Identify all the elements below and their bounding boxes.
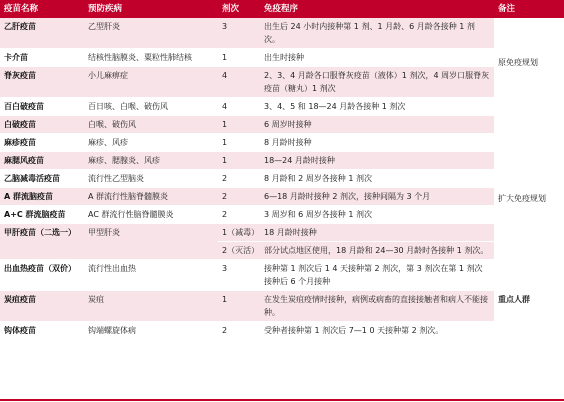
table-row <box>0 206 564 224</box>
vaccine-name: 白破疫苗 <box>0 116 84 134</box>
vaccine-name: A 群流脑疫苗 <box>0 188 84 206</box>
doses: 2 <box>218 206 260 224</box>
note-key-groups: 重点人群 <box>498 295 530 304</box>
doses: 1 <box>218 152 260 170</box>
table-header-row <box>0 0 564 18</box>
schedule: 8 月龄时接种 <box>260 134 494 152</box>
bottom-rule <box>0 399 564 401</box>
disease: AC 群流行性脑脊髓膜炎 <box>84 206 218 224</box>
table-row <box>0 67 564 98</box>
schedule: 18—24 月龄时接种 <box>260 152 494 170</box>
note-cell-original <box>494 18 564 188</box>
doses: 3 <box>218 18 260 49</box>
vaccine-name: 脊灰疫苗 <box>0 67 84 98</box>
schedule: 在发生炭疽疫情时接种，病例或病畜的直接接触者和病人不能接种。 <box>260 291 494 322</box>
table-row <box>0 170 564 188</box>
header-doses: 剂次 <box>218 0 260 18</box>
disease: 炭疽 <box>84 291 218 322</box>
note-original-program: 原免疫规划 <box>498 58 538 67</box>
table-row <box>0 49 564 67</box>
note-cell-key <box>494 291 564 340</box>
note-expanded-program: 扩大免疫规划 <box>498 194 546 203</box>
vaccine-name: 钩体疫苗 <box>0 322 84 340</box>
schedule: 3 周岁和 6 周岁各接种 1 剂次 <box>260 206 494 224</box>
schedule: 出生时接种 <box>260 49 494 67</box>
doses: 2 <box>218 170 260 188</box>
doses: 1（减毒） <box>218 224 260 242</box>
table-row <box>0 152 564 170</box>
table-row <box>0 224 564 242</box>
disease: 百日咳、白喉、破伤风 <box>84 98 218 116</box>
doses: 3 <box>218 260 260 291</box>
disease: 乙型肝炎 <box>84 18 218 49</box>
disease: 钩端螺旋体病 <box>84 322 218 340</box>
doses: 2（灭活） <box>218 242 260 260</box>
vaccine-name: 麻疹疫苗 <box>0 134 84 152</box>
header-notes: 备注 <box>494 0 564 18</box>
table-row <box>0 322 564 340</box>
schedule: 部分试点地区使用，18 月龄和 24—30 月龄时各接种 1 剂次。 <box>260 242 494 260</box>
disease: A 群流行性脑脊髓膜炎 <box>84 188 218 206</box>
schedule: 受种者接种第 1 剂次后 7—1 0 天接种第 2 剂次。 <box>260 322 494 340</box>
doses: 1 <box>218 291 260 322</box>
schedule: 18 月龄时接种 <box>260 224 494 242</box>
header-disease: 预防疾病 <box>84 0 218 18</box>
doses: 1 <box>218 134 260 152</box>
header-vaccine-name: 疫苗名称 <box>0 0 84 18</box>
doses: 4 <box>218 98 260 116</box>
doses: 2 <box>218 322 260 340</box>
table-row <box>0 134 564 152</box>
schedule: 8 月龄和 2 周岁各接种 1 剂次 <box>260 170 494 188</box>
doses: 2 <box>218 188 260 206</box>
disease: 流行性出血热 <box>84 260 218 291</box>
schedule: 接种第 1 剂次后 1 4 天接种第 2 剂次，第 3 剂次在第 1 剂次接种后 6 个月接种 <box>260 260 494 291</box>
vaccine-name: 出血热疫苗（双价） <box>0 260 84 291</box>
vaccine-name: 卡介苗 <box>0 49 84 67</box>
schedule: 2、3、4 月龄各口服脊灰疫苗（液体）1 剂次，4 周岁口服脊灰疫苗（糖丸）1 剂次 <box>260 67 494 98</box>
vaccine-name: 麻腮风疫苗 <box>0 152 84 170</box>
vaccine-name: 炭疽疫苗 <box>0 291 84 322</box>
note-cell-expanded <box>494 188 564 291</box>
schedule: 6—18 月龄时接种 2 剂次，接种间隔为 3 个月 <box>260 188 494 206</box>
table-row <box>0 18 564 49</box>
schedule: 出生后 24 小时内接种第 1 剂、1 月龄、6 月龄各接种 1 剂次。 <box>260 18 494 49</box>
header-schedule: 免疫程序 <box>260 0 494 18</box>
table-row <box>0 98 564 116</box>
table-row <box>0 260 564 291</box>
vaccine-name: 百白破疫苗 <box>0 98 84 116</box>
table-row <box>0 116 564 134</box>
schedule: 6 周岁时接种 <box>260 116 494 134</box>
disease: 麻疹、腮腺炎、风疹 <box>84 152 218 170</box>
schedule: 3、4、5 和 18—24 月龄各接种 1 剂次 <box>260 98 494 116</box>
doses: 4 <box>218 67 260 98</box>
vaccine-name: A+C 群流脑疫苗 <box>0 206 84 224</box>
doses: 1 <box>218 116 260 134</box>
vaccine-name: 乙脑减毒活疫苗 <box>0 170 84 188</box>
disease: 流行性乙型脑炎 <box>84 170 218 188</box>
disease: 白喉、破伤风 <box>84 116 218 134</box>
table-row <box>0 291 564 322</box>
disease: 小儿麻痹症 <box>84 67 218 98</box>
table-row <box>0 188 564 206</box>
doses: 1 <box>218 49 260 67</box>
vaccine-name: 甲肝疫苗（二选一） <box>0 224 84 260</box>
vaccine-name: 乙肝疫苗 <box>0 18 84 49</box>
disease: 结核性脑膜炎、粟粒性肺结核 <box>84 49 218 67</box>
disease: 麻疹、风疹 <box>84 134 218 152</box>
disease: 甲型肝炎 <box>84 224 218 260</box>
